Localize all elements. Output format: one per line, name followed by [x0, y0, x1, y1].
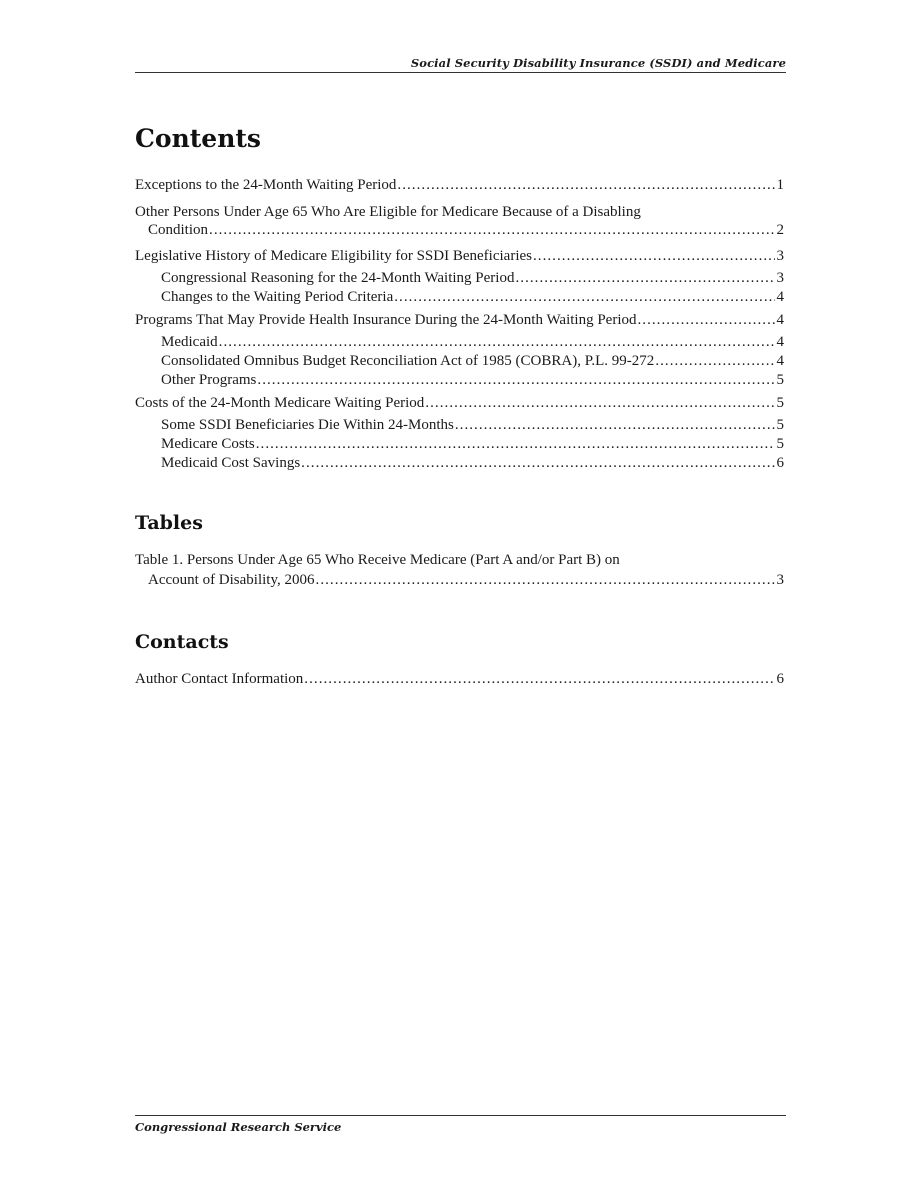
footer-rule [135, 1115, 786, 1116]
toc-entry-label: Medicaid [161, 334, 218, 350]
toc-entry[interactable] [161, 352, 784, 371]
running-footer: Congressional Research Service [135, 1120, 342, 1134]
toc-entry[interactable] [161, 435, 784, 454]
contacts-heading: Contacts [135, 631, 229, 653]
toc-entry[interactable] [135, 394, 784, 413]
dot-leader [655, 352, 774, 371]
dot-leader [425, 394, 774, 413]
dot-leader [637, 311, 774, 330]
toc-entry[interactable] [161, 288, 784, 307]
toc-entry[interactable] [148, 221, 784, 240]
toc-entry-page: 3 [776, 572, 784, 588]
toc-entry[interactable] [135, 176, 784, 195]
header-rule [135, 72, 786, 73]
toc-entry-label: Programs That May Provide Health Insurance During the 24-Month Waiting Period [135, 312, 637, 328]
toc-entry-label: Changes to the Waiting Period Criteria [161, 289, 394, 305]
toc-entry[interactable] [161, 454, 784, 473]
toc-entry-page: 5 [776, 395, 784, 411]
toc-entry-label: Author Contact Information [135, 671, 304, 687]
contents-heading: Contents [135, 124, 262, 153]
toc-entry[interactable] [161, 269, 784, 288]
toc-entry-page: 1 [776, 177, 784, 193]
toc-entry-label: Consolidated Omnibus Budget Reconciliation Act of 1985 (COBRA), P.L. 99-272 [161, 353, 655, 369]
toc-entry-label: Other Programs [161, 372, 257, 388]
toc-entry-page: 3 [776, 270, 784, 286]
toc-entry-label: Legislative History of Medicare Eligibility for SSDI Beneficiaries [135, 248, 532, 264]
toc-entry-page: 4 [776, 334, 784, 350]
tables-heading: Tables [135, 512, 203, 534]
toc-entry[interactable] [148, 571, 784, 590]
dot-leader [256, 435, 775, 454]
toc-entry-page: 6 [776, 455, 784, 471]
dot-leader [515, 269, 774, 288]
toc-entry-page: 4 [776, 289, 784, 305]
toc-entry-label: Medicaid Cost Savings [161, 455, 301, 471]
toc-entry-label: Condition [148, 222, 209, 238]
running-header: Social Security Disability Insurance (SSDI) and Medicare [410, 56, 786, 70]
toc-entry-page: 6 [776, 671, 784, 687]
toc-entry-page: 5 [776, 436, 784, 452]
toc-entry-label: Some SSDI Beneficiaries Die Within 24-Months [161, 417, 454, 433]
toc-entry[interactable] [135, 247, 784, 266]
toc-entry-page: 4 [776, 312, 784, 328]
dot-leader [257, 371, 774, 390]
toc-entry-page: 3 [776, 248, 784, 264]
toc-entry-page: 5 [776, 372, 784, 388]
dot-leader [533, 247, 775, 266]
dot-leader [209, 221, 774, 240]
toc-entry[interactable] [161, 371, 784, 390]
toc-entry[interactable] [135, 311, 784, 330]
toc-entry-page: 5 [776, 417, 784, 433]
toc-entry-label: Costs of the 24-Month Medicare Waiting Period [135, 395, 425, 411]
toc-entry[interactable] [135, 670, 784, 689]
toc-entry[interactable] [161, 416, 784, 435]
dot-leader [301, 454, 774, 473]
toc-entry-line1[interactable]: Other Persons Under Age 65 Who Are Eligible for Medicare Because of a Disabling [135, 204, 641, 220]
dot-leader [219, 333, 775, 352]
dot-leader [455, 416, 775, 435]
toc-entry-label: Account of Disability, 2006 [148, 572, 315, 588]
toc-entry-page: 2 [776, 222, 784, 238]
dot-leader [304, 670, 774, 689]
toc-entry-page: 4 [776, 353, 784, 369]
dot-leader [316, 571, 775, 590]
toc-entry-label: Exceptions to the 24-Month Waiting Period [135, 177, 397, 193]
dot-leader [394, 288, 774, 307]
toc-entry[interactable] [161, 333, 784, 352]
toc-entry-label: Congressional Reasoning for the 24-Month Waiting Period [161, 270, 515, 286]
toc-entry-line1[interactable]: Table 1. Persons Under Age 65 Who Receive Medicare (Part A and/or Part B) on [135, 552, 620, 568]
dot-leader [397, 176, 774, 195]
toc-entry-label: Medicare Costs [161, 436, 255, 452]
